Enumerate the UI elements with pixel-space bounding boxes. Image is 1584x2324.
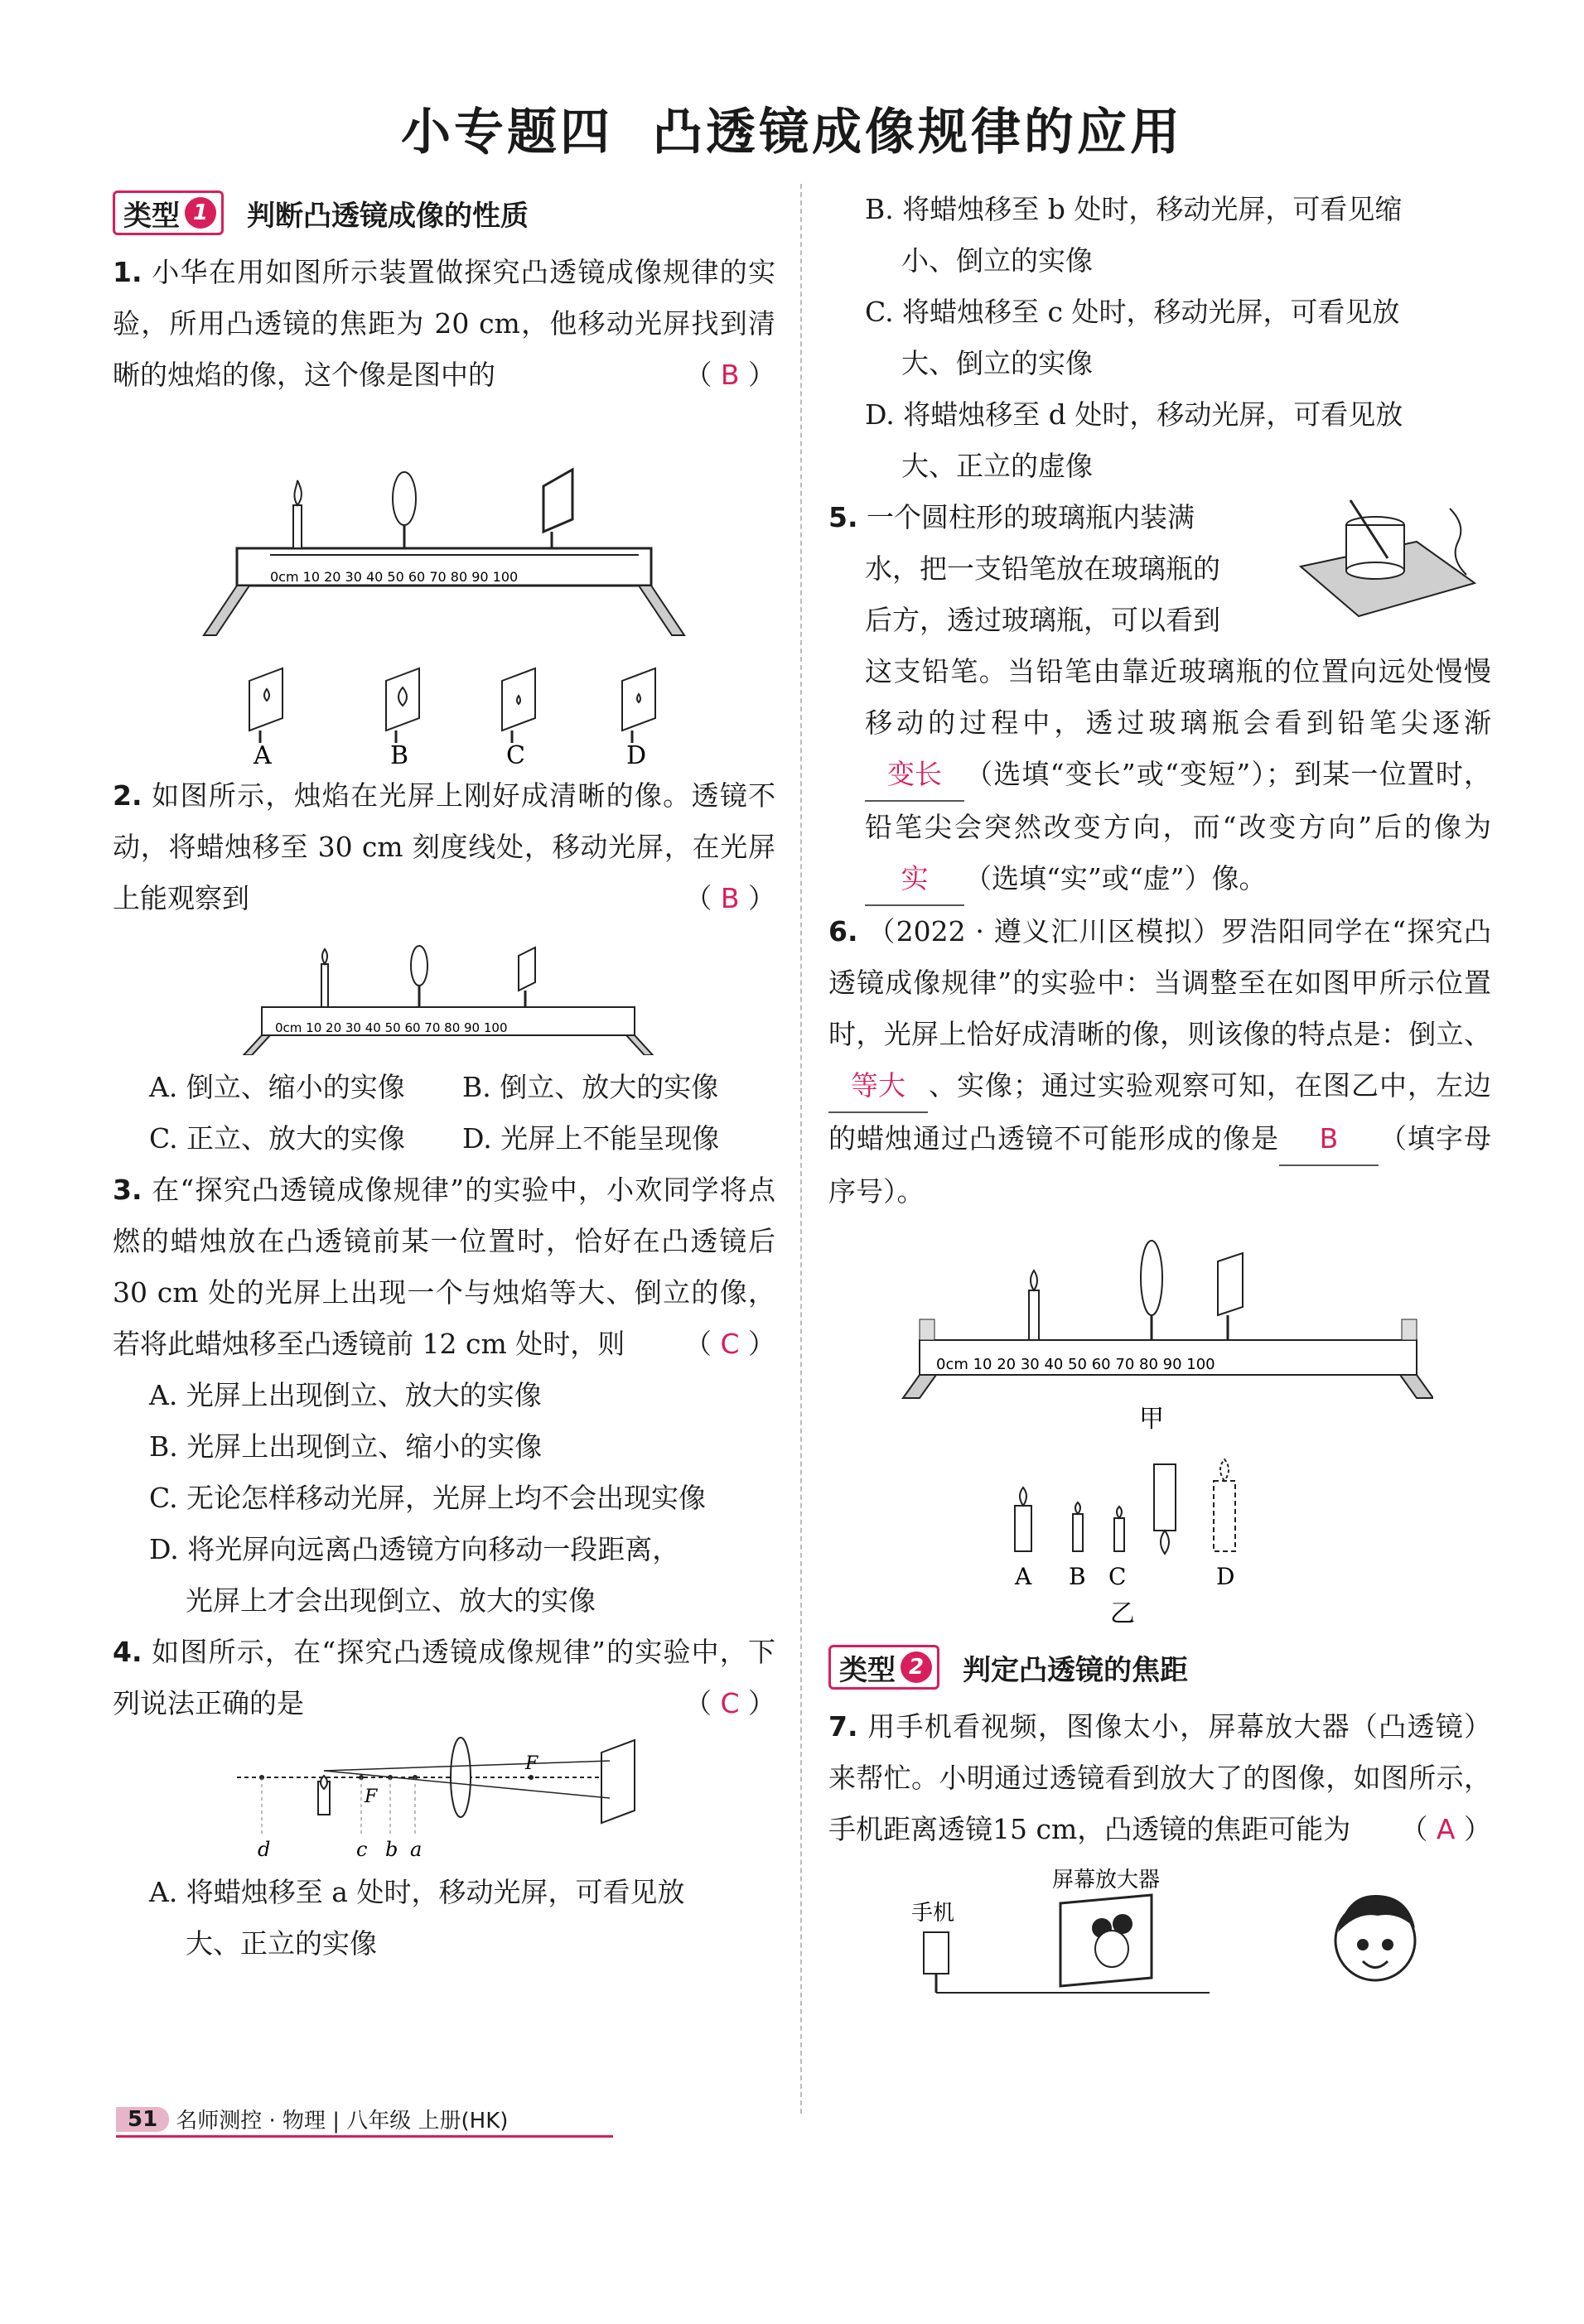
title-left: 小专题四 [401, 104, 613, 162]
boy-icon [1335, 1895, 1415, 1980]
answer-3: C [720, 1328, 740, 1360]
ruler-scale-q2: 0cm 10 20 30 40 50 60 70 80 90 100 [275, 1020, 508, 1035]
q4-option-A-cont: 大、正立的实像 [186, 1927, 377, 1960]
label-b: b [385, 1838, 398, 1860]
footer-rule [116, 2135, 613, 2138]
figure-q4 [212, 1736, 676, 1860]
page-number: 51 [116, 2107, 169, 2132]
blank-q6-2: B [1279, 1113, 1379, 1166]
q4-option-B: B. 将蜡烛移至 b 处时，移动光屏，可看见缩 [865, 193, 1403, 225]
label-a: a [410, 1838, 423, 1860]
question-2: 2. 如图所示，烛焰在光屏上刚好成清晰的像。透镜不动，将蜡烛移至 30 cm 刻度线处，移动光屏，在光屏上能观察到 （ B ） [113, 779, 775, 914]
option-label-C: C [506, 741, 525, 764]
type-badge-1: 类型 1 [113, 190, 224, 235]
question-7: 7. 用手机看视频，图像太小，屏幕放大器（凸透镜）来帮忙。小明通过透镜看到放大了的图像，如图所示，手机距离透镜15 cm，凸透镜的焦距可能为 （ A ） [828, 1710, 1491, 1845]
q4-option-C-cont: 大、倒立的实像 [901, 347, 1093, 379]
question-1: 1. 小华在用如图所示装置做探究凸透镜成像规律的实验，所用凸透镜的焦距为 20 cm，他移动光屏找到清晰的烛焰的像，这个像是图中的 （ B ） [113, 256, 775, 391]
q3-option-A: A. 光屏上出现倒立、放大的实像 [149, 1379, 542, 1411]
q6-label-B: B [1069, 1563, 1086, 1590]
q4-option-B-cont: 小、倒立的实像 [901, 244, 1093, 277]
left-column [113, 184, 775, 1970]
section-title-1: 判断凸透镜成像的性质 [247, 199, 529, 233]
q6-label-A: A [1015, 1563, 1032, 1590]
type-badge-2: 类型 2 [828, 1645, 939, 1690]
ruler-scale-q1: 0cm 10 20 30 40 50 60 70 80 90 100 [270, 569, 519, 585]
candidate-screens-q1 [249, 668, 655, 743]
answer-2: B [720, 882, 740, 914]
label-d: d [258, 1838, 271, 1860]
blank-q6-1: 等大 [828, 1060, 928, 1113]
answer-1: B [720, 359, 740, 391]
right-column [828, 184, 1491, 2009]
label-focus-left: F [365, 1786, 378, 1807]
figure-q1 [187, 407, 701, 764]
label-focus-right: F [525, 1753, 538, 1774]
section-title-2: 判定凸透镜的焦距 [963, 1653, 1188, 1687]
figure-q7 [878, 1862, 1442, 2003]
q6-label-D: D [1216, 1563, 1235, 1590]
figure-label-yi: 乙 [1110, 1599, 1135, 1628]
figure-label-jia: 甲 [1139, 1405, 1164, 1434]
answer-7: A [1436, 1813, 1456, 1845]
answer-4: C [720, 1687, 740, 1719]
question-4: 4. 如图所示，在“探究凸透镜成像规律”的实验中，下列说法正确的是 （ C ） [113, 1636, 775, 1719]
book-info: 名师测控 · 物理 | 八年级 上册(HK) [176, 2109, 509, 2134]
q4-option-D-cont: 大、正立的虚像 [901, 450, 1093, 482]
q3-option-D: D. 将光屏向远离凸透镜方向移动一段距离， [149, 1533, 680, 1565]
blank-q5-2: 实 [865, 853, 964, 906]
figure-q2 [229, 931, 659, 1055]
option-label-A: A [254, 741, 272, 764]
phone-icon [924, 1932, 949, 1974]
page-title [0, 93, 1584, 164]
q3-option-D-cont: 光屏上才会出现倒立、放大的实像 [186, 1584, 596, 1617]
option-label-D: D [626, 741, 647, 764]
section-header-2 [828, 1645, 1491, 1690]
title-right: 凸透镜成像规律的应用 [653, 104, 1183, 162]
q4-option-C: C. 将蜡烛移至 c 处时，移动光屏，可看见放 [865, 296, 1400, 328]
question-3: 3. 在“探究凸透镜成像规律”的实验中，小欢同学将点燃的蜡烛放在凸透镜前某一位置时，恰好在凸透镜后30 cm 处的光屏上出现一个与烛焰等大、倒立的像，若将此蜡烛移至凸透镜前 12 cm 处时，则 （ C ） [113, 1174, 775, 1360]
q4-option-A: A. 将蜡烛移至 a 处时，移动光屏，可看见放 [149, 1876, 685, 1908]
section-header-1 [113, 190, 775, 235]
figure-q5-bottle [1284, 492, 1491, 633]
question-5: 5. 一个圆柱形的玻璃瓶内装满 水，把一支铅笔放在玻璃瓶的 后方，透过玻璃瓶，可以看到 这支铅笔。当铅笔由靠近玻璃瓶的位置向远处慢慢移动的过程中，透过玻璃瓶会看到铅笔尖逐渐变长 （选填“变长”或“变短”）；到某一位置时，铅笔尖会突然改变方向，而“改变方向”后的像为实 （选填“实”或“虚”）像。 [828, 492, 1491, 906]
option-label-B: B [390, 741, 409, 764]
q3-option-B: B. 光屏上出现倒立、缩小的实像 [149, 1430, 543, 1463]
q4-option-D: D. 将蜡烛移至 d 处时，移动光屏，可看见放 [865, 398, 1403, 431]
q2-options-row2: C. 正立、放大的实像 D. 光屏上不能呈现像 [149, 1122, 720, 1155]
image-options-q6 [1015, 1459, 1235, 1554]
q6-label-C: C [1108, 1563, 1127, 1590]
q2-options-row1: A. 倒立、缩小的实像 B. 倒立、放大的实像 [149, 1071, 719, 1103]
label-magnifier: 屏幕放大器 [1052, 1868, 1161, 1892]
ruler-scale-q6: 0cm 10 20 30 40 50 60 70 80 90 100 [936, 1356, 1215, 1373]
q3-option-C: C. 无论怎样移动光屏，光屏上均不会出现实像 [149, 1482, 707, 1514]
question-6: 6. （2022 · 遵义汇川区模拟）罗浩阳同学在“探究凸透镜成像规律”的实验中：当调整至在如图甲所示位置时，光屏上恰好成清晰的像，则该像的特点是：倒立、等大 、实像；通过实验观察可知，在图乙中，左边的蜡烛通过凸透镜不可能形成的像是 B （填字母序号）。 [828, 915, 1491, 1208]
page-footer [116, 2104, 508, 2134]
column-divider [800, 184, 802, 2114]
figure-q6 [886, 1224, 1433, 1638]
label-c: c [356, 1838, 368, 1860]
blank-q5-1: 变长 [865, 749, 964, 802]
label-phone: 手机 [911, 1901, 955, 1926]
